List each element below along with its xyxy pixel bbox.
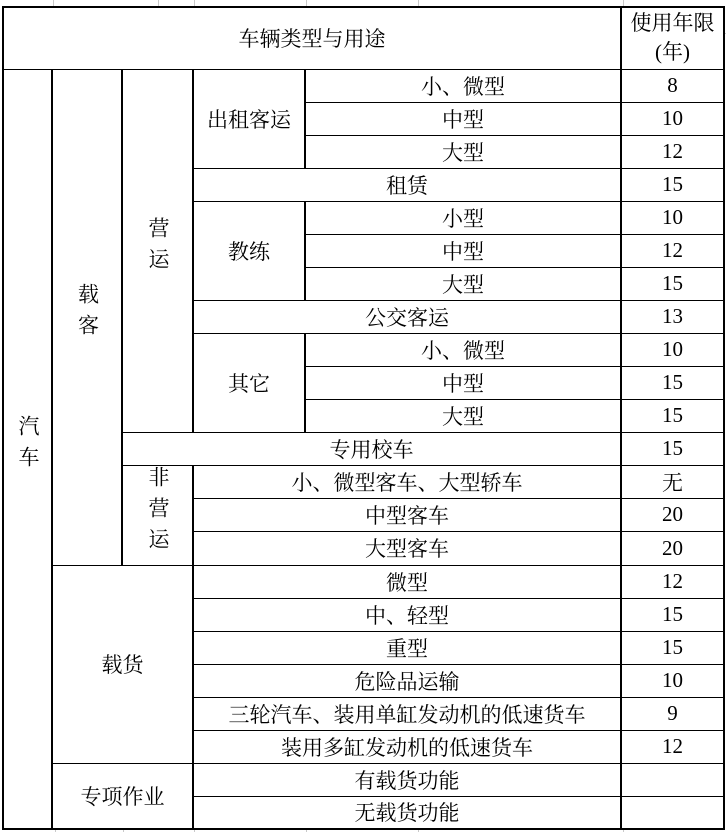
type-cell: 小、微型客车、大型轿车 bbox=[193, 465, 621, 498]
type-cell: 小、微型 bbox=[305, 333, 621, 366]
years-cell: 12 bbox=[621, 565, 724, 598]
type-cell: 小型 bbox=[305, 201, 621, 234]
years-cell: 20 bbox=[621, 498, 724, 531]
group-cell-other: 其它 bbox=[193, 333, 305, 432]
years-cell: 13 bbox=[621, 300, 724, 333]
years-cell: 8 bbox=[621, 69, 724, 102]
header-usage-years-line2: (年) bbox=[655, 40, 691, 65]
type-cell: 中型 bbox=[305, 366, 621, 399]
type-cell: 中型 bbox=[305, 234, 621, 267]
years-cell: 10 bbox=[621, 333, 724, 366]
group-cell-non-commercial bbox=[122, 465, 193, 565]
years-cell: 10 bbox=[621, 102, 724, 135]
years-cell: 15 bbox=[621, 366, 724, 399]
type-cell: 小、微型 bbox=[305, 69, 621, 102]
group-cell-special: 专项作业 bbox=[52, 763, 193, 829]
years-cell: 12 bbox=[621, 730, 724, 763]
header-usage-years bbox=[621, 7, 724, 69]
group-cell-cargo: 载货 bbox=[52, 565, 193, 763]
table-row bbox=[3, 565, 724, 598]
group-cell-trainer: 教练 bbox=[193, 201, 305, 300]
years-cell bbox=[621, 763, 724, 796]
years-cell: 10 bbox=[621, 664, 724, 697]
type-cell: 公交客运 bbox=[193, 300, 621, 333]
years-cell: 15 bbox=[621, 598, 724, 631]
table-header-row bbox=[3, 7, 724, 69]
years-cell: 无 bbox=[621, 465, 724, 498]
type-cell: 重型 bbox=[193, 631, 621, 664]
group-cell-passenger bbox=[52, 69, 122, 565]
type-cell: 中型客车 bbox=[193, 498, 621, 531]
type-cell: 微型 bbox=[193, 565, 621, 598]
group-cell-taxi: 出租客运 bbox=[193, 69, 305, 168]
years-cell: 15 bbox=[621, 399, 724, 432]
type-cell: 有载货功能 bbox=[193, 763, 621, 796]
group-label-passenger: 载客 bbox=[75, 283, 100, 345]
header-usage-years-line1: 使用年限 bbox=[630, 11, 715, 36]
group-label-car: 汽车 bbox=[16, 414, 40, 477]
years-cell: 15 bbox=[621, 631, 724, 664]
type-cell: 中型 bbox=[305, 102, 621, 135]
years-cell: 20 bbox=[621, 532, 724, 565]
years-cell: 12 bbox=[621, 234, 724, 267]
type-cell: 三轮汽车、装用单缸发动机的低速货车 bbox=[193, 697, 621, 730]
type-cell: 无载货功能 bbox=[193, 796, 621, 829]
years-cell: 15 bbox=[621, 168, 724, 201]
type-cell: 装用多缸发动机的低速货车 bbox=[193, 730, 621, 763]
years-cell: 12 bbox=[621, 135, 724, 168]
type-cell: 大型 bbox=[305, 267, 621, 300]
vehicle-lifespan-table bbox=[2, 6, 725, 830]
group-label-commercial: 营运 bbox=[146, 216, 170, 279]
type-cell: 中、轻型 bbox=[193, 598, 621, 631]
type-cell: 租赁 bbox=[193, 168, 621, 201]
header-vehicle-type: 车辆类型与用途 bbox=[3, 7, 621, 69]
type-cell: 大型 bbox=[305, 135, 621, 168]
group-cell-car bbox=[3, 69, 52, 829]
type-cell: 危险品运输 bbox=[193, 664, 621, 697]
years-cell: 15 bbox=[621, 267, 724, 300]
type-cell: 专用校车 bbox=[122, 432, 621, 465]
group-label-non-commercial: 非营运 bbox=[146, 465, 170, 559]
table-row bbox=[3, 763, 724, 796]
years-cell: 10 bbox=[621, 201, 724, 234]
years-cell: 15 bbox=[621, 432, 724, 465]
type-cell: 大型客车 bbox=[193, 532, 621, 565]
group-cell-commercial bbox=[122, 69, 193, 432]
table-row bbox=[3, 69, 724, 102]
type-cell: 大型 bbox=[305, 399, 621, 432]
years-cell bbox=[621, 796, 724, 829]
years-cell: 9 bbox=[621, 697, 724, 730]
